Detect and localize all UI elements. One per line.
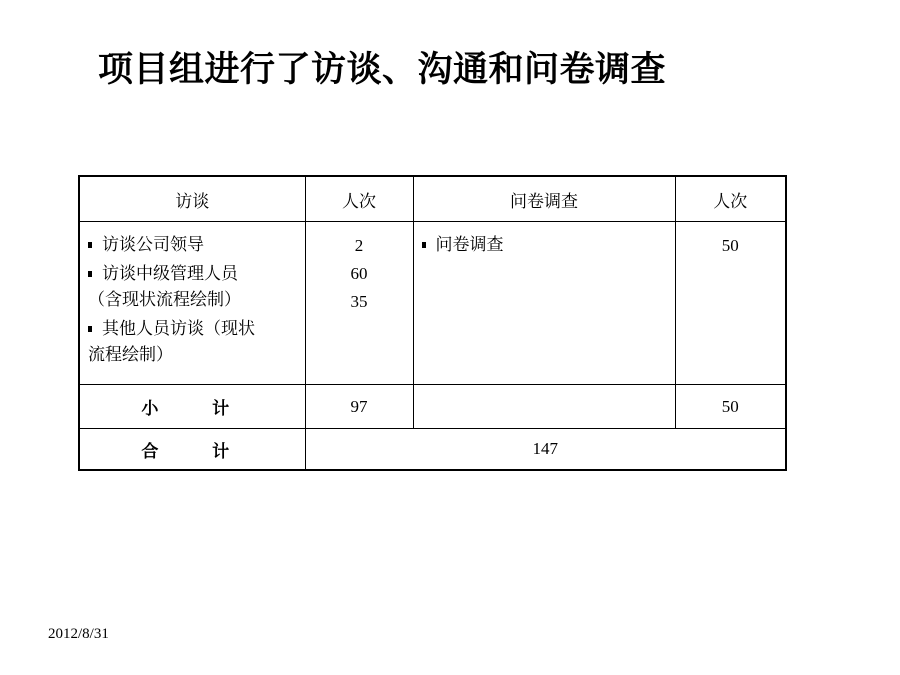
total-label: 合 计	[79, 429, 305, 471]
list-item	[88, 316, 299, 368]
survey-list-cell	[413, 222, 675, 385]
table-row	[79, 222, 786, 385]
list-item	[88, 261, 299, 313]
header-interview: 访谈	[79, 176, 305, 222]
subtotal-survey: 50	[675, 385, 786, 429]
table-header-row	[79, 176, 786, 222]
footer-date: 2012/8/31	[48, 626, 109, 642]
interview-count: 35	[350, 292, 368, 311]
header-interview-count: 人次	[305, 176, 413, 222]
survey-summary-table	[78, 175, 787, 471]
interview-list-cell	[79, 222, 305, 385]
list-item	[88, 232, 299, 258]
slide-title: 项目组进行了访谈、沟通和问卷调查	[98, 50, 667, 90]
subtotal-survey-empty	[413, 385, 675, 429]
interview-list	[80, 222, 305, 368]
interview-item-detail: （含现状流程绘制）	[88, 290, 241, 310]
bullet-icon	[88, 326, 92, 332]
list-item	[422, 232, 669, 258]
subtotal-label: 小 计	[79, 385, 305, 429]
subtotal-row	[79, 385, 786, 429]
subtotal-interview: 97	[305, 385, 413, 429]
interview-item-label: 其他人员访谈（现状	[102, 319, 255, 339]
bullet-icon	[88, 271, 92, 277]
header-survey-count: 人次	[675, 176, 786, 222]
interview-item-label: 访谈中级管理人员	[102, 264, 238, 284]
bullet-icon	[422, 242, 426, 248]
total-row	[79, 429, 786, 471]
survey-list	[414, 222, 675, 258]
survey-item-label: 问卷调查	[435, 235, 504, 255]
interview-count: 2	[354, 236, 364, 255]
total-value: 147	[305, 429, 786, 471]
survey-count-cell	[675, 222, 786, 385]
header-survey: 问卷调查	[413, 176, 675, 222]
interview-item-detail: 流程绘制）	[88, 345, 173, 365]
interview-item-label: 访谈公司领导	[102, 235, 204, 255]
interview-count: 60	[350, 264, 368, 283]
survey-count: 50	[721, 236, 739, 255]
interview-counts-cell	[305, 222, 413, 385]
bullet-icon	[88, 242, 92, 248]
